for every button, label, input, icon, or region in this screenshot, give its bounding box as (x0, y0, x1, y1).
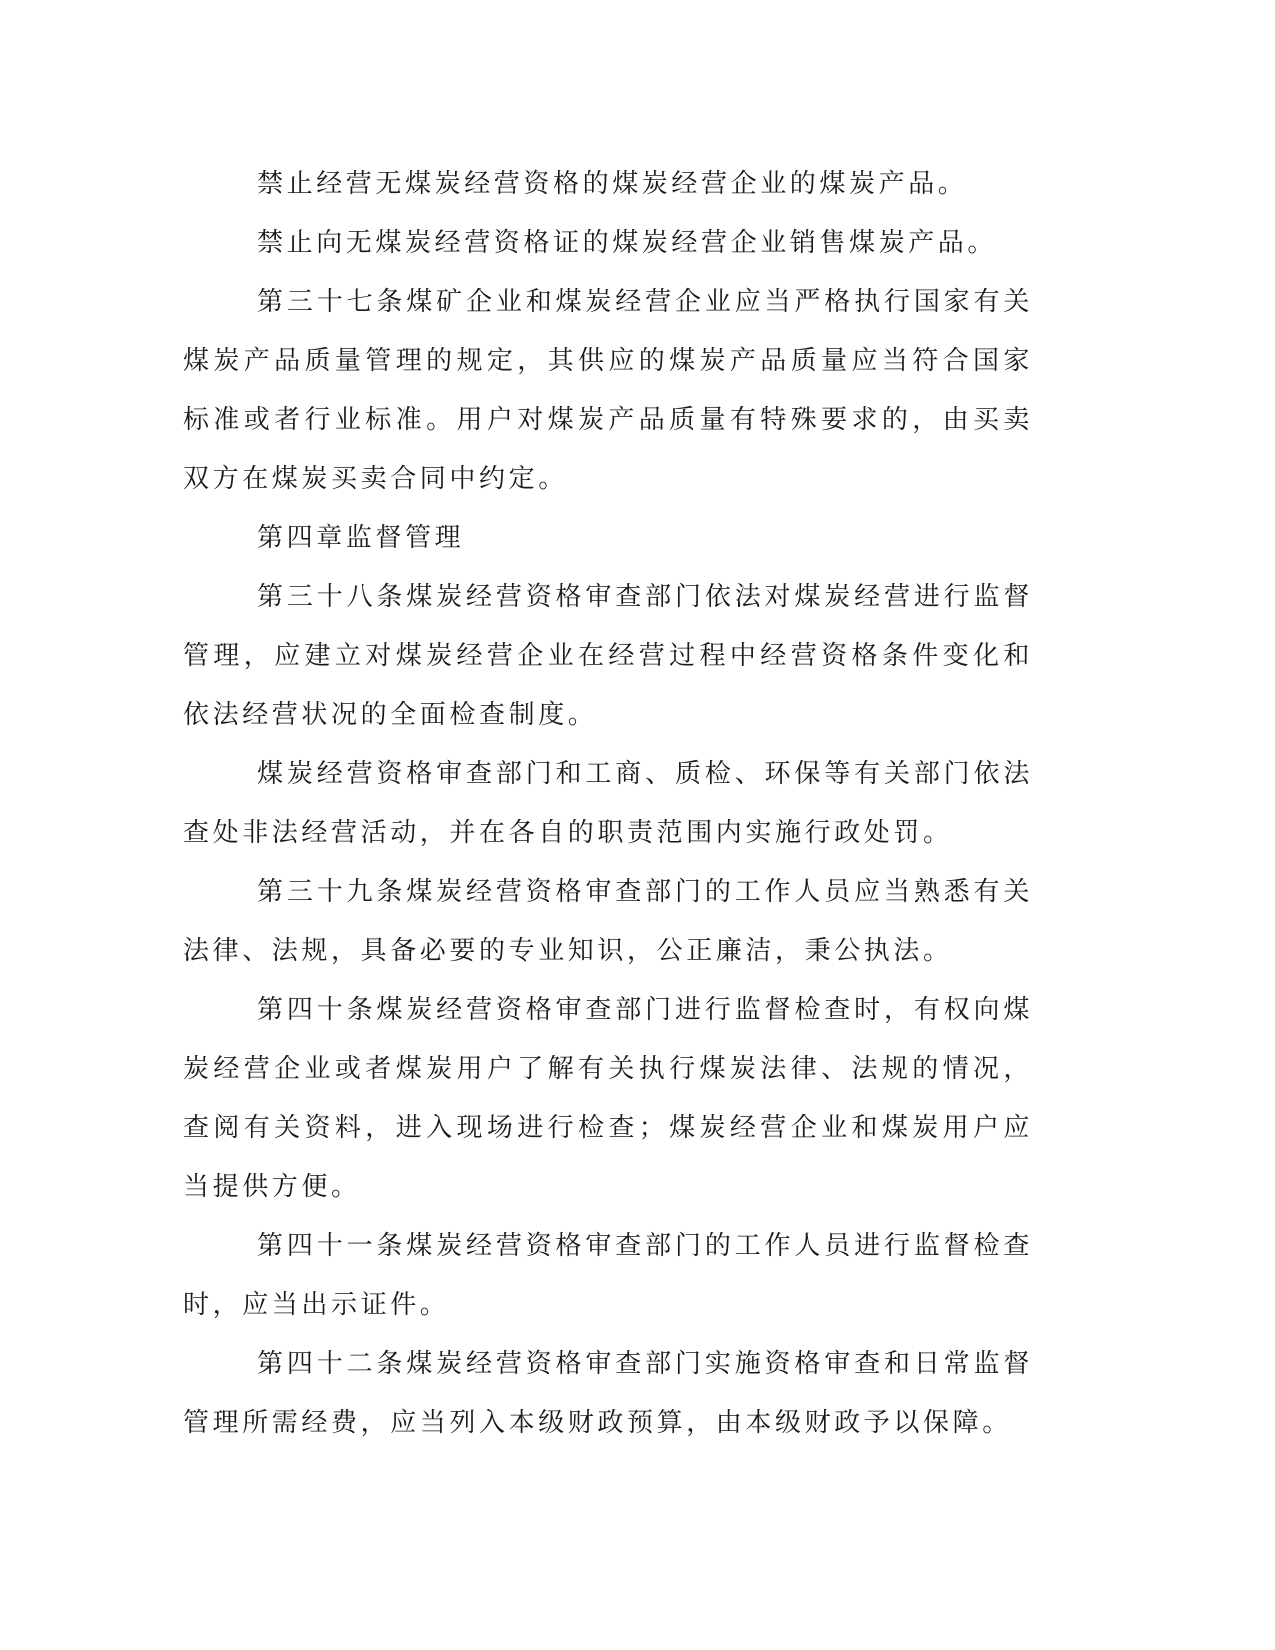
paragraph-article-39: 第三十九条煤炭经营资格审查部门的工作人员应当熟悉有关法律、法规，具备必要的专业知识，公正廉洁，秉公执法。 (183, 877, 1033, 966)
paragraph-1: 禁止经营无煤炭经营资格的煤炭经营企业的煤炭产品。 (257, 169, 968, 199)
paragraph-article-41: 第四十一条煤炭经营资格审查部门的工作人员进行监督检查时，应当出示证件。 (183, 1231, 1033, 1320)
paragraph-article-37: 第三十七条煤矿企业和煤炭经营企业应当严格执行国家有关煤炭产品质量管理的规定，其供应的煤炭产品质量应当符合国家标准或者行业标准。用户对煤炭产品质量有特殊要求的，由买卖双方在煤炭买卖合同中约定。 (183, 287, 1033, 494)
paragraph-article-38: 第三十八条煤炭经营资格审查部门依法对煤炭经营进行监督管理，应建立对煤炭经营企业在经营过程中经营资格条件变化和依法经营状况的全面检查制度。 (183, 582, 1033, 730)
chapter-heading: 第四章监督管理 (257, 523, 465, 553)
paragraph-2: 禁止向无煤炭经营资格证的煤炭经营企业销售煤炭产品。 (257, 228, 998, 258)
paragraph-article-40: 第四十条煤炭经营资格审查部门进行监督检查时，有权向煤炭经营企业或者煤炭用户了解有关执行煤炭法律、法规的情况，查阅有关资料，进入现场进行检查；煤炭经营企业和煤炭用户应当提供方便。 (183, 995, 1033, 1202)
document-body (183, 155, 1033, 1453)
paragraph-article-42: 第四十二条煤炭经营资格审查部门实施资格审查和日常监督管理所需经费，应当列入本级财政预算，由本级财政予以保障。 (183, 1349, 1033, 1438)
paragraph-enforcement: 煤炭经营资格审查部门和工商、质检、环保等有关部门依法查处非法经营活动，并在各自的职责范围内实施行政处罚。 (183, 759, 1033, 848)
